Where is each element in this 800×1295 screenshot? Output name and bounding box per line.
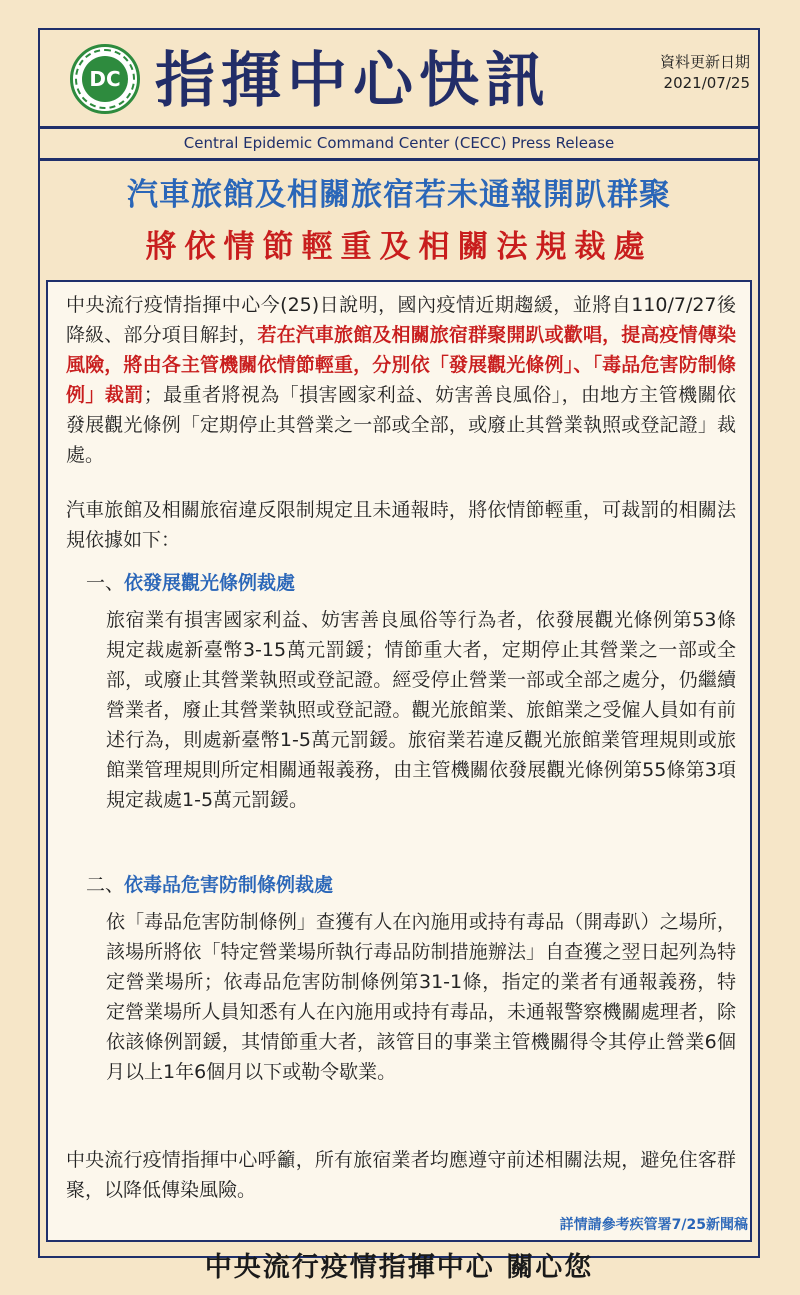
- section-1-heading: [86, 568, 726, 598]
- headline-line1: 汽車旅館及相關旅宿若未通報開趴群聚: [127, 177, 671, 213]
- section-1-number: 一、: [86, 572, 125, 594]
- cdc-logo: [70, 44, 140, 114]
- para1-highlight: 若在汽車旅館及相關旅宿群聚開趴或歡唱，提高疫情傳染風險，將由各主管機關依情節輕重，分別依「發展觀光條例」、「毒品危害防制條例」裁罰: [66, 324, 736, 406]
- closing-paragraph: 中央流行疫情指揮中心呼籲，所有旅宿業者均應遵守前述相關法規，避免住客群聚，以降低傳染風險。: [66, 1149, 736, 1201]
- section-2-title: 依毒品危害防制條例裁處: [124, 874, 334, 896]
- update-info: [640, 52, 750, 94]
- footer-slogan: 中央流行疫情指揮中心 關心您: [204, 1252, 594, 1283]
- section-2-text: 依「毒品危害防制條例」查獲有人在內施用或持有毒品（開毒趴）之場所，該場所將依「特定營業場所執行毒品防制措施辦法」自查獲之翌日起列為特定營業場所；依毒品危害防制條例第31-1條，指定的業者有通報義務，特定營業場所人員知悉有人在內施用或持有毒品，未通報警察機關處理者，除依該條例罰鍰，其情節重大者，該管目的事業主管機關得令其停止營業6個月以上1年6個月以下或勒令歇業。: [106, 911, 736, 1083]
- section-1-title: 依發展觀光條例裁處: [124, 572, 296, 594]
- para1-text-a: 中央流行疫情指揮中心今(25)日說明，國內疫情近期趨緩，並將自110/7/27後降級、部分項目解封，: [66, 294, 736, 346]
- page-title: 指揮中心快訊: [155, 46, 551, 116]
- logo-mark: DC: [82, 56, 128, 102]
- update-label: 資料更新日期: [659, 53, 750, 71]
- para1-text-b: ；最重者將視為「損害國家利益、妨害善良風俗」，由地方主管機關依發展觀光條例「定期停止其營業之一部或全部，或廢止其營業執照或登記證」裁處。: [66, 384, 736, 466]
- divider-top: [40, 126, 758, 129]
- english-title: Central Epidemic Command Center (CECC) Press Release: [183, 134, 615, 152]
- update-date: 2021/07/25: [663, 74, 750, 92]
- section-1-text: 旅宿業有損害國家利益、妨害善良風俗等行為者，依發展觀光條例第53條規定裁處新臺幣3-15萬元罰鍰；情節重大者，定期停止其營業之一部或全部，或廢止其營業執照或登記證。經受停止營業一部或全部之處分，仍繼續營業者，廢止其營業執照或登記證。觀光旅館業、旅館業之受僱人員如有前述行為，則處新臺幣1-5萬元罰鍰。旅宿業若違反觀光旅館業管理規則或旅館業管理規則所定相關通報義務，由主管機關依發展觀光條例第55條第3項規定裁處1-5萬元罰鍰。: [106, 609, 736, 811]
- paragraph-2: 汽車旅館及相關旅宿違反限制規定且未通報時，將依情節輕重，可裁罰的相關法規依據如下：: [66, 499, 736, 551]
- paragraph-1: [66, 290, 736, 470]
- section-2-number: 二、: [86, 874, 125, 896]
- section-2-heading: [86, 870, 726, 900]
- footnote-link[interactable]: 詳情請參考疾管署7/25新聞稿: [559, 1217, 748, 1233]
- headline-line2: 將依情節輕重及相關法規裁處: [145, 229, 653, 265]
- divider-bottom: [40, 158, 758, 161]
- header: [40, 30, 758, 128]
